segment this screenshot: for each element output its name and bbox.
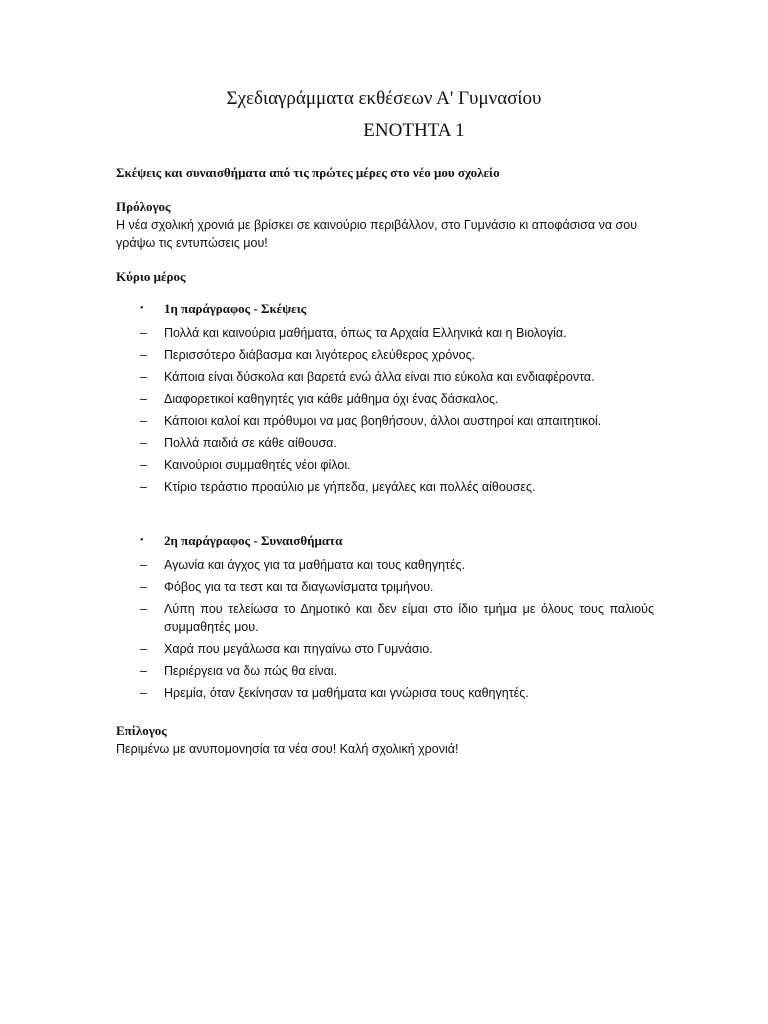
document-title: Σχεδιαγράμματα εκθέσεων Α' Γυμνασίου: [226, 88, 542, 109]
list-item-text: Περισσότερο διάβασμα και λιγότερος ελεύθερος χρόνος.: [164, 348, 476, 362]
list-item: [116, 556, 654, 574]
bullet-icon: •: [140, 303, 144, 314]
main-heading: Κύριο μέρος: [116, 269, 186, 284]
list-item: [116, 662, 654, 680]
list-item-text: Αγωνία και άγχος για τα μαθήματα και τους καθηγητές.: [164, 558, 466, 572]
paragraph1-header: [116, 300, 654, 318]
list-item: [116, 412, 654, 430]
dash-icon: –: [140, 326, 147, 340]
dash-icon: –: [140, 642, 147, 656]
dash-icon: –: [140, 414, 147, 428]
dash-icon: –: [140, 458, 147, 472]
paragraph2-header: [116, 532, 654, 550]
dash-icon: –: [140, 436, 147, 450]
dash-icon: –: [140, 580, 147, 594]
dash-icon: –: [140, 392, 147, 406]
paragraph2-list: [116, 532, 654, 702]
list-item-text: Κάποια είναι δύσκολα και βαρετά ενώ άλλα είναι πιο εύκολα και ενδιαφέροντα.: [164, 370, 595, 384]
dash-icon: –: [140, 558, 147, 572]
list-item: [116, 456, 654, 474]
paragraph1-title: 1η παράγραφος: [164, 301, 251, 316]
list-item-text: Πολλά και καινούρια μαθήματα, όπως τα Αρχαία Ελληνικά και η Βιολογία.: [164, 326, 567, 340]
list-item: [116, 390, 654, 408]
dash-icon: –: [140, 370, 147, 384]
list-item-text: Χαρά που μεγάλωσα και πηγαίνω στο Γυμνάσιο.: [164, 642, 433, 656]
dash-icon: –: [140, 480, 147, 494]
prologue-heading: Πρόλογος: [116, 199, 171, 214]
paragraph1-separator: -: [250, 301, 261, 316]
list-item-text: Πολλά παιδιά σε κάθε αίθουσα.: [164, 436, 337, 450]
list-item: [116, 600, 654, 636]
list-item-text: Διαφορετικοί καθηγητές για κάθε μάθημα όχι ένας δάσκαλος.: [164, 392, 499, 406]
paragraph1-list: [116, 300, 654, 496]
epilogue-text: Περιμένω με ανυπομονησία τα νέα σου! Καλή σχολική χρονιά!: [116, 742, 459, 756]
list-item: [116, 324, 654, 342]
list-item: [116, 684, 654, 702]
list-item-text: Καινούριοι συμμαθητές νέοι φίλοι.: [164, 458, 351, 472]
dash-icon: –: [140, 602, 147, 616]
prologue-text: Η νέα σχολική χρονιά με βρίσκει σε καινούριο περιβάλλον, στο Γυμνάσιο κι αποφάσισα να σου γράψω τις εντυπώσεις μου!: [116, 218, 638, 250]
dash-icon: –: [140, 348, 147, 362]
document-body: [116, 164, 654, 758]
list-item-text: Κάποιοι καλοί και πρόθυμοι να μας βοηθήσουν, άλλοι αυστηροί και απαιτητικοί.: [164, 414, 602, 428]
list-item: [116, 346, 654, 364]
list-item: [116, 578, 654, 596]
dash-icon: –: [140, 664, 147, 678]
bullet-icon: •: [140, 535, 144, 546]
unit-heading: ΕΝΟΤΗΤΑ 1: [363, 120, 465, 141]
epilogue-section: [116, 722, 654, 758]
paragraph2-subtitle: Συναισθήματα: [260, 533, 343, 548]
dash-icon: –: [140, 686, 147, 700]
list-item: [116, 640, 654, 658]
list-item-text: Κτίριο τεράστιο προαύλιο με γήπεδα, μεγάλες και πολλές αίθουσες.: [164, 480, 536, 494]
prologue-section: [116, 198, 654, 252]
list-item-text: Περιέργεια να δω πώς θα είναι.: [164, 664, 338, 678]
paragraph1-items: [116, 324, 654, 496]
paragraph2-separator: -: [250, 533, 261, 548]
list-item: [116, 368, 654, 386]
list-item-text: Ηρεμία, όταν ξεκίνησαν τα μαθήματα και γνώρισα τους καθηγητές.: [164, 686, 529, 700]
paragraph2-items: [116, 556, 654, 702]
essay-topic: Σκέψεις και συναισθήματα από τις πρώτες μέρες στο νέο μου σχολείο: [116, 165, 500, 180]
list-item-text: Φόβος για τα τεστ και τα διαγωνίσματα τριμήνου.: [164, 580, 434, 594]
list-item-text: Λύπη που τελείωσα το Δημοτικό και δεν είμαι στο ίδιο τμήμα με όλους τους παλιούς συμμαθητές μου.: [164, 602, 654, 634]
paragraph1-subtitle: Σκέψεις: [260, 301, 307, 316]
list-item: [116, 478, 654, 496]
list-item: [116, 434, 654, 452]
paragraph2-title: 2η παράγραφος: [164, 533, 251, 548]
epilogue-heading: Επίλογος: [116, 723, 167, 738]
